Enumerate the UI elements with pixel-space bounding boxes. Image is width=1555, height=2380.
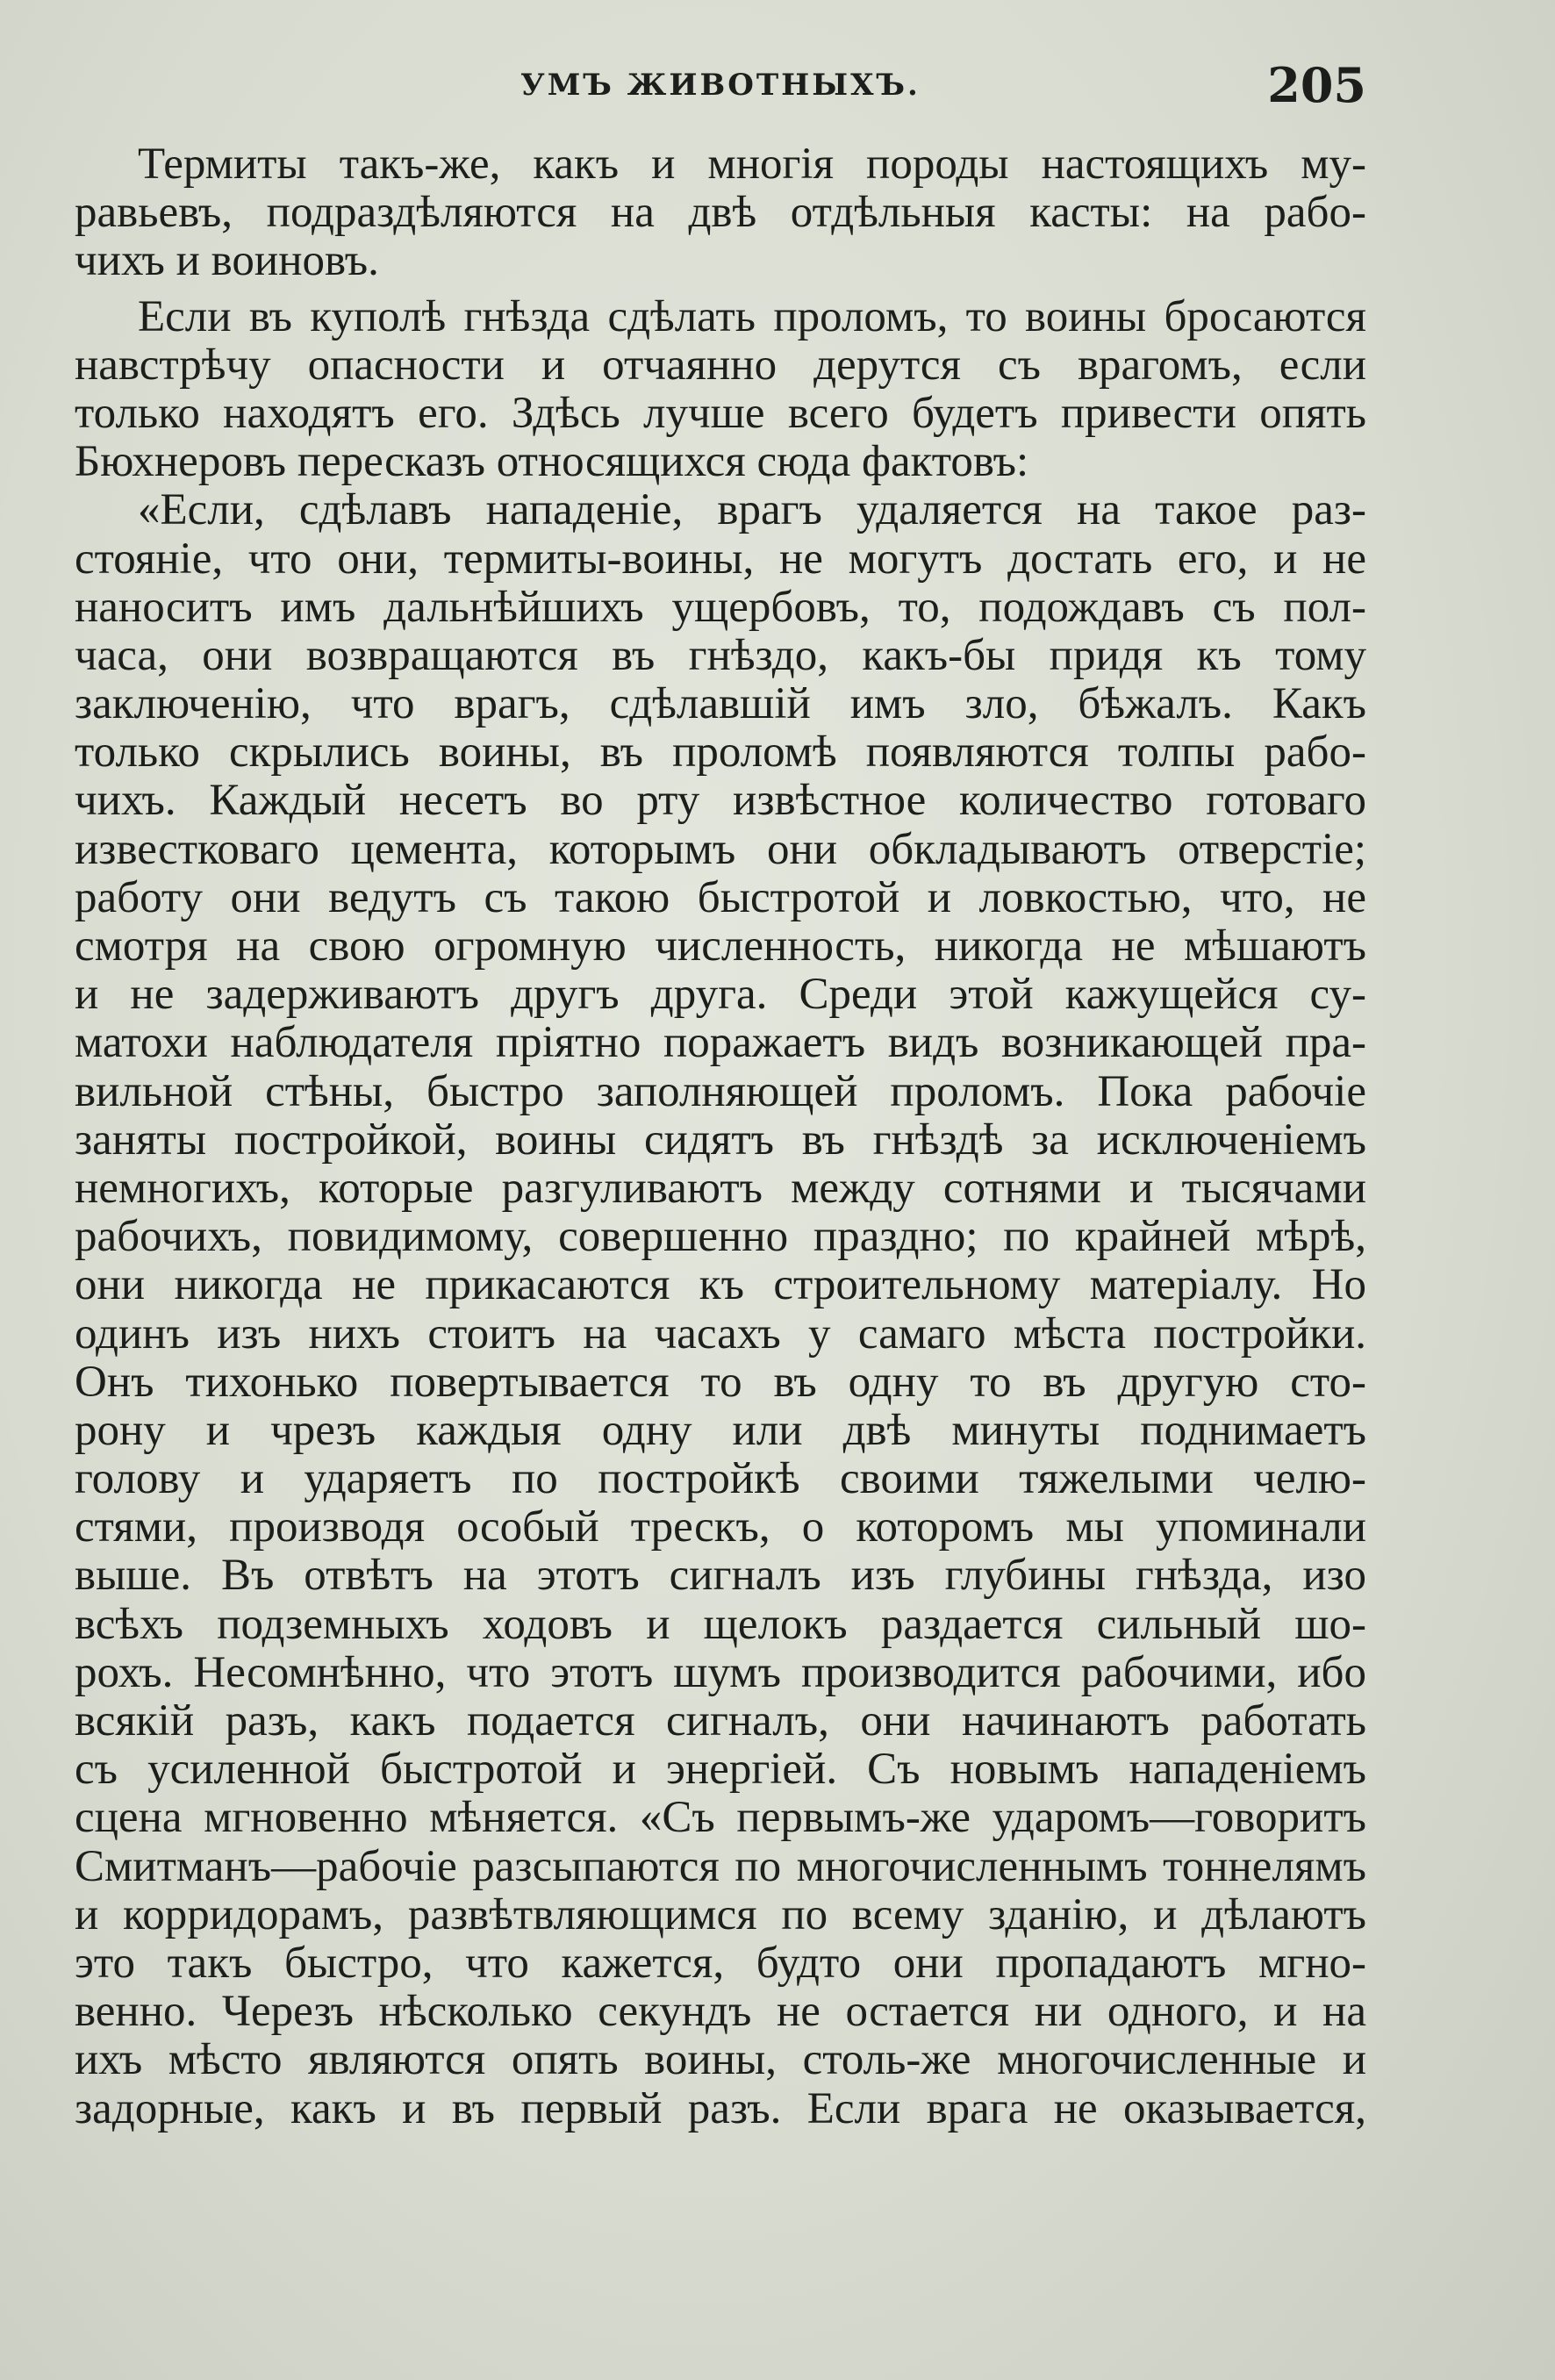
body-text xyxy=(75,140,1366,2230)
text-line xyxy=(75,2182,1366,2230)
text-line: Термиты такъ-же, какъ и многія породы настоящихъ му- xyxy=(138,140,1366,189)
text-line: они никогда не прикасаются къ строительному матеріалу. Но xyxy=(75,1260,1366,1310)
page-number: 205 xyxy=(1267,57,1366,113)
text-line: часа, они возвращаются въ гнѣздо, какъ-бы придя къ тому xyxy=(75,630,1366,680)
text-line: Бюхнеровъ пересказъ относящихся сюда фактовъ: xyxy=(75,437,1029,487)
text-line: голову и ударяетъ по постройкѣ своими тяжелыми челю- xyxy=(75,1454,1366,1504)
text-line: известковаго цемента, которымъ они обкладываютъ отверстіе; xyxy=(75,824,1366,874)
text-line: смотря на свою огромную численность, никогда не мѣшаютъ xyxy=(75,921,1366,971)
running-title: УМЪ ЖИВОТНЫХЪ. xyxy=(520,68,921,103)
text-line: «Если, сдѣлавъ нападеніе, врагъ удаляется на такое раз- xyxy=(138,485,1366,535)
text-line: рону и чрезъ каждыя одну или двѣ минуты поднимаетъ xyxy=(75,1405,1366,1455)
text-line: навстрѣчу опасности и отчаянно дерутся съ врагомъ, если xyxy=(75,340,1366,390)
text-line: Смитманъ—рабочіе разсыпаются по многочисленнымъ тоннелямъ xyxy=(75,1841,1366,1891)
text-line: матохи наблюдателя пріятно поражаетъ видъ возникающей пра- xyxy=(75,1018,1366,1068)
text-line: ихъ мѣсто являются опять воины, столь-же многочисленные и xyxy=(75,2035,1366,2085)
text-line: рабочихъ, повидимому, совершенно праздно; по крайней мѣрѣ, xyxy=(75,1212,1366,1262)
text-line: наноситъ имъ дальнѣйшихъ ущербовъ, то, подождавъ съ пол- xyxy=(75,582,1366,632)
text-line: стями, производя особый трескъ, о которомъ мы упоминали xyxy=(75,1502,1366,1552)
text-line: рохъ. Несомнѣнно, что этотъ шумъ производится рабочими, ибо xyxy=(75,1647,1366,1697)
text-line: Если въ куполѣ гнѣзда сдѣлать проломъ, то воины бросаются xyxy=(138,291,1366,341)
text-line: заключенію, что врагъ, сдѣлавшій имъ зло, бѣжалъ. Какъ xyxy=(75,679,1366,729)
paragraph-breach-defense xyxy=(75,293,1366,2231)
text-line: только скрылись воины, въ проломѣ появляются толпы рабо- xyxy=(75,728,1366,778)
text-line: и не задерживаютъ другъ друга. Среди этой кажущейся су- xyxy=(75,970,1366,1020)
text-line: только находятъ его. Здѣсь лучше всего будетъ привести опять xyxy=(75,388,1366,438)
text-line: одинъ изъ нихъ стоитъ на часахъ у самаго мѣста постройки. xyxy=(75,1308,1366,1358)
text-line: задорные, какъ и въ первый разъ. Если врага не оказывается, xyxy=(75,2083,1366,2133)
text-line: стояніе, что они, термиты-воины, не могутъ достать его, и не xyxy=(75,534,1366,584)
text-line xyxy=(75,2133,1366,2182)
text-line: венно. Черезъ нѣсколько секундъ не остается ни одного, и на xyxy=(75,1987,1366,2037)
text-line: сцена мгновенно мѣняется. «Съ первымъ-же ударомъ—говоритъ xyxy=(75,1793,1366,1843)
text-line: вильной стѣны, быстро заполняющей проломъ. Пока рабочіе xyxy=(75,1066,1366,1116)
paragraph-termite-castes xyxy=(75,140,1366,286)
running-head xyxy=(75,54,1366,116)
text-line: равьевъ, подраздѣляются на двѣ отдѣльныя касты: на рабо- xyxy=(75,188,1366,238)
text-line: и корридорамъ, развѣтвляющимся по всему зданію, и дѣлаютъ xyxy=(75,1889,1366,1939)
text-line: съ усиленной быстротой и энергіей. Съ новымъ нападеніемъ xyxy=(75,1745,1366,1795)
text-line: всѣхъ подземныхъ ходовъ и щелокъ раздается сильный шо- xyxy=(75,1599,1366,1649)
text-line: всякій разъ, какъ подается сигналъ, они начинаютъ работать xyxy=(75,1696,1366,1746)
text-line: чихъ. Каждый несетъ во рту извѣстное количество готоваго xyxy=(75,776,1366,826)
text-line: чихъ и воиновъ. xyxy=(75,236,379,286)
text-line: выше. Въ отвѣтъ на этотъ сигналъ изъ глубины гнѣзда, изо xyxy=(75,1551,1366,1601)
text-line: Онъ тихонько повертывается то въ одну то въ другую сто- xyxy=(75,1357,1366,1407)
text-line: работу они ведутъ съ такою быстротой и ловкостью, что, не xyxy=(75,872,1366,922)
text-line: это такъ быстро, что кажется, будто они пропадаютъ мгно- xyxy=(75,1938,1366,1988)
book-page xyxy=(75,35,1366,2317)
text-line: немногихъ, которые разгуливаютъ между сотнями и тысячами xyxy=(75,1163,1366,1213)
text-line: заняты постройкой, воины сидятъ въ гнѣздѣ за исключеніемъ xyxy=(75,1115,1366,1165)
